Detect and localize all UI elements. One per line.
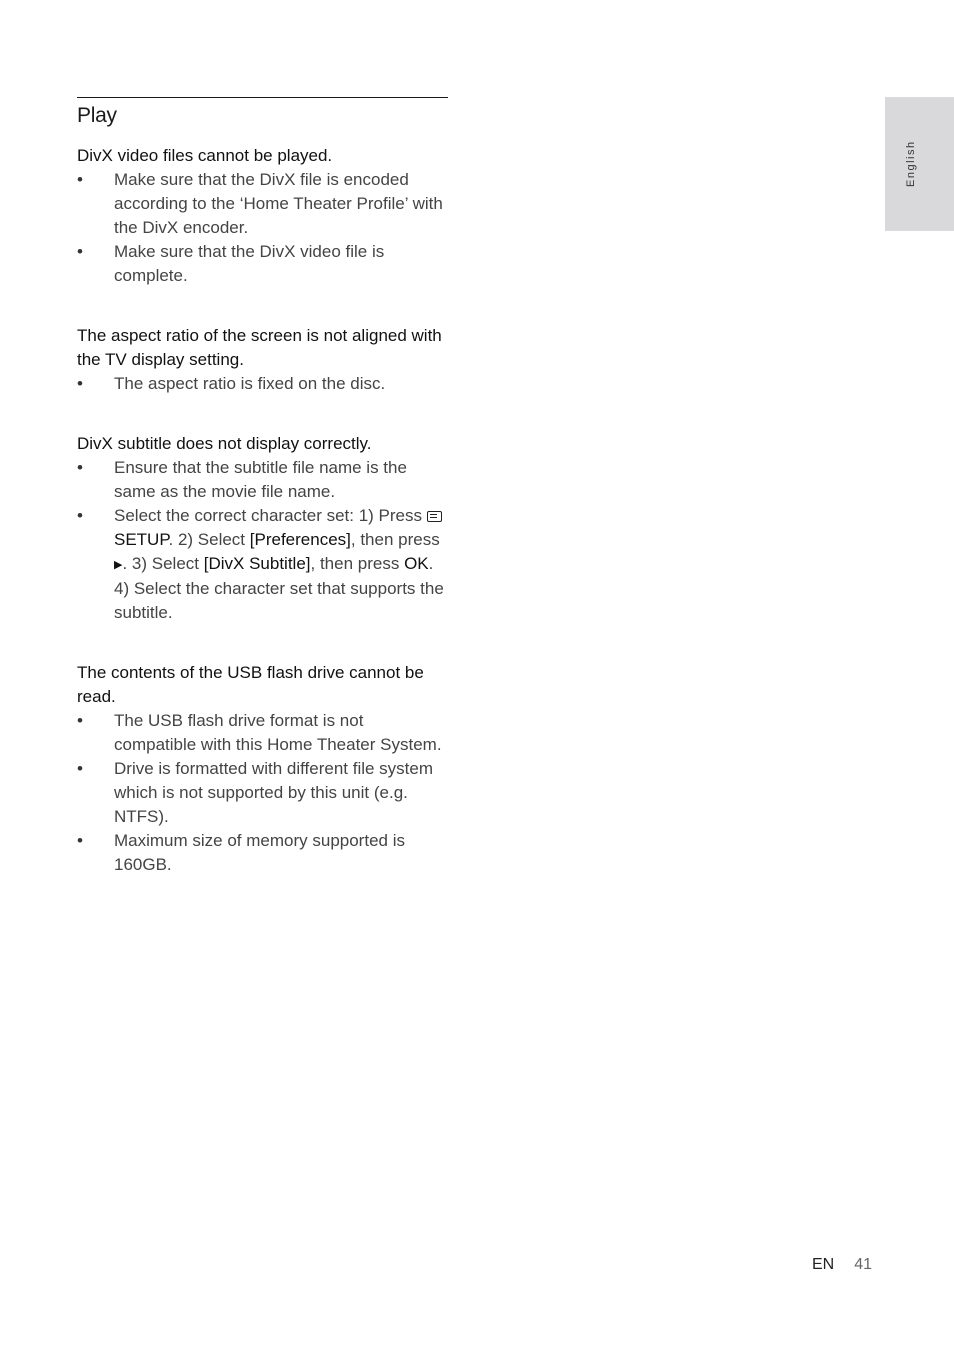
setup-icon (427, 511, 442, 522)
play-icon: ▶ (114, 559, 123, 571)
bullet-icon: • (77, 374, 83, 393)
faq-block-divx-subtitle (77, 432, 448, 625)
setup-key-label: SETUP (114, 530, 169, 549)
list-item (77, 709, 448, 757)
bullet-icon: • (77, 711, 83, 730)
list-item-text: Make sure that the DivX file is encoded according to the ‘Home Theater Profile’ with the DivX encoder. (114, 170, 443, 237)
list-item-text: Make sure that the DivX video file is complete. (114, 242, 385, 285)
list-item (77, 456, 448, 504)
list-item (77, 372, 448, 396)
bullet-icon: • (77, 242, 83, 261)
list-item (77, 240, 448, 288)
divx-subtitle-menu-label: [DivX Subtitle] (203, 554, 311, 573)
step-intro: Select the correct character set: 1) Press (114, 506, 427, 525)
section-rule (77, 97, 448, 98)
then-press-text: , then press (350, 530, 440, 549)
list-item-text: Drive is formatted with different file system which is not supported by this unit (e.g. NTFS). (114, 759, 434, 826)
bullet-icon: • (77, 506, 83, 525)
bullet-icon: • (77, 170, 83, 189)
footer-lang-code: EN (812, 1256, 835, 1273)
then-press-text-2: , then press (310, 554, 405, 573)
faq-block-aspect-ratio (77, 324, 448, 396)
page-footer (812, 1256, 872, 1274)
preferences-menu-label: [Preferences] (249, 530, 351, 549)
list-item-text: Maximum size of memory supported is 160GB. (114, 831, 405, 874)
faq-block-usb (77, 661, 448, 877)
faq-question: DivX subtitle does not display correctly. (77, 434, 372, 453)
faq-question: DivX video files cannot be played. (77, 146, 333, 165)
list-item-text: Ensure that the subtitle file name is the same as the movie file name. (114, 458, 407, 501)
list-item (77, 829, 448, 877)
ok-key-label: OK (404, 554, 429, 573)
faq-question: The contents of the USB flash drive cannot be read. (77, 663, 424, 706)
bullet-icon: • (77, 759, 83, 778)
bullet-icon: • (77, 458, 83, 477)
step-4-text: . 4) Select the character set that supports the subtitle. (114, 554, 444, 622)
list-item-text: The aspect ratio is fixed on the disc. (114, 374, 386, 393)
faq-answer-list (77, 709, 448, 877)
language-tab (885, 97, 954, 231)
list-item-text: The USB flash drive format is not compatible with this Home Theater System. (114, 711, 442, 754)
faq-answer-list (77, 372, 448, 396)
bullet-icon: • (77, 831, 83, 850)
step-2-text: . 2) Select (168, 530, 250, 549)
step-3-text: . 3) Select (122, 554, 204, 573)
list-item (77, 504, 448, 625)
faq-answer-list (77, 456, 448, 625)
faq-block-divx-playback (77, 144, 448, 288)
section-title: Play (77, 104, 117, 127)
list-item (77, 168, 448, 240)
faq-answer-list (77, 168, 448, 288)
page-number: 41 (854, 1256, 873, 1273)
language-tab-label: English (905, 140, 917, 187)
faq-question: The aspect ratio of the screen is not aligned with the TV display setting. (77, 326, 442, 369)
content-column (77, 97, 448, 913)
list-item (77, 757, 448, 829)
